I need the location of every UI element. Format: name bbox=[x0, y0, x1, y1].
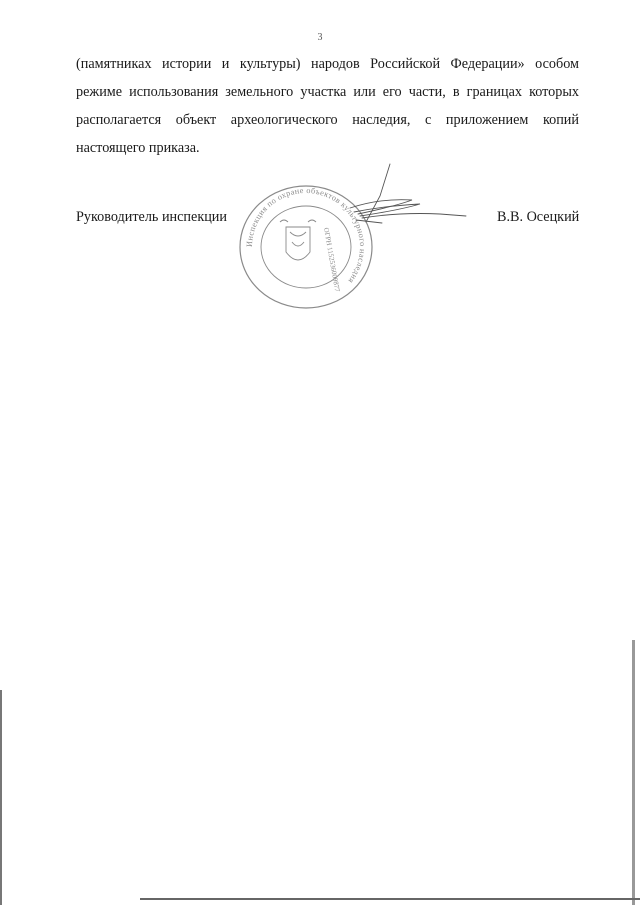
body-line: настоящего приказа. bbox=[76, 140, 200, 156]
page-number: 3 bbox=[317, 32, 323, 43]
body-line: (памятниках истории и культуры) народов Российской Федерации» особом bbox=[76, 56, 579, 72]
signatory-position: Руководитель инспекции bbox=[76, 209, 227, 225]
body-line: режиме использования земельного участка или его части, в границах которых bbox=[76, 84, 579, 100]
handwritten-signature bbox=[340, 160, 480, 235]
body-paragraph bbox=[76, 50, 579, 162]
scan-edge-right bbox=[632, 640, 635, 905]
seal-inner-text: ОГРН 1152536009877 bbox=[322, 226, 342, 293]
signatory-name: В.В. Осецкий bbox=[497, 209, 580, 225]
body-line: располагается объект археологического наследия, с приложением копий bbox=[76, 112, 579, 128]
scan-edge-left bbox=[0, 690, 2, 905]
coat-of-arms-icon bbox=[280, 220, 316, 260]
scan-edge-bottom bbox=[140, 898, 640, 900]
seal-outer-text: Инспекция по охране объектов культурного наследия bbox=[244, 185, 368, 286]
